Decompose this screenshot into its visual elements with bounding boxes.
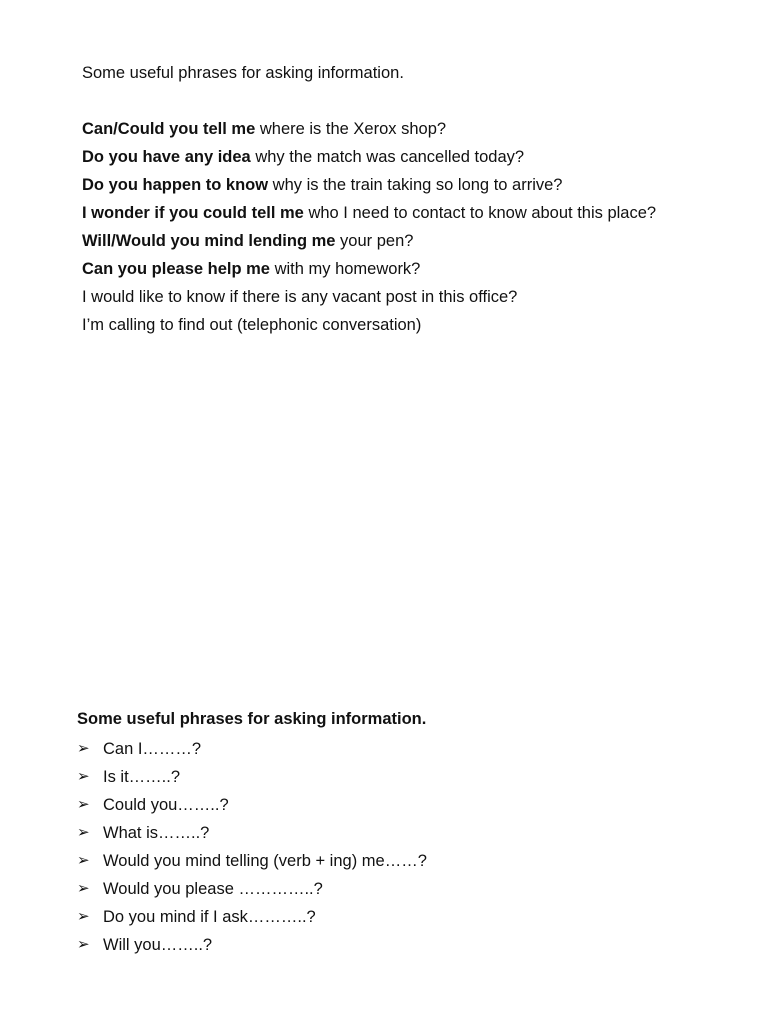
phrase-rest-part: I would like to know if there is any vacant post in this office? bbox=[82, 288, 518, 306]
list-item-text: Is it……..? bbox=[103, 768, 181, 786]
arrowhead-bullet-icon: ➢ bbox=[77, 824, 90, 841]
arrowhead-bullet-icon: ➢ bbox=[77, 880, 90, 897]
arrowhead-bullet-icon: ➢ bbox=[77, 852, 90, 869]
list-item bbox=[77, 763, 737, 791]
arrowhead-bullet-icon: ➢ bbox=[77, 936, 90, 953]
blank-line bbox=[82, 89, 742, 117]
list-item bbox=[77, 735, 737, 763]
list-item bbox=[77, 847, 737, 875]
phrase-rest-part: why is the train taking so long to arrive? bbox=[268, 176, 563, 194]
phrase-rest-part: I’m calling to find out (telephonic conversation) bbox=[82, 316, 422, 334]
example-phrase bbox=[82, 145, 742, 173]
list-item-text: What is……..? bbox=[103, 824, 210, 842]
arrowhead-bullet-icon: ➢ bbox=[77, 768, 90, 785]
phrase-bold-part: Do you have any idea bbox=[82, 148, 251, 166]
list-item bbox=[77, 791, 737, 819]
phrase-patterns-section bbox=[77, 707, 737, 959]
phrase-rest-part: who I need to contact to know about this place? bbox=[303, 204, 657, 222]
arrowhead-bullet-icon: ➢ bbox=[77, 740, 90, 757]
phrase-rest-part: why the match was cancelled today? bbox=[250, 148, 525, 166]
phrase-bold-part: Will/Would you mind lending me bbox=[82, 232, 336, 250]
asking-information-phrases-section bbox=[82, 61, 742, 341]
list-item-text: Would you please …………..? bbox=[103, 880, 323, 898]
example-phrase bbox=[82, 285, 742, 313]
example-phrase bbox=[82, 229, 742, 257]
list-item bbox=[77, 875, 737, 903]
section-title: Some useful phrases for asking information. bbox=[77, 710, 427, 728]
list-item bbox=[77, 931, 737, 959]
list-item bbox=[77, 903, 737, 931]
phrase-rest-part: where is the Xerox shop? bbox=[255, 120, 447, 138]
phrase-bold-part: I wonder if you could tell me bbox=[82, 204, 304, 222]
phrase-bold-part: Can/Could you tell me bbox=[82, 120, 256, 138]
example-phrase bbox=[82, 173, 742, 201]
arrowhead-bullet-icon: ➢ bbox=[77, 796, 90, 813]
phrase-rest-part: with my homework? bbox=[269, 260, 421, 278]
list-item-text: Can I………? bbox=[103, 740, 202, 758]
phrase-bold-part: Can you please help me bbox=[82, 260, 270, 278]
list-item bbox=[77, 819, 737, 847]
phrase-bold-part: Do you happen to know bbox=[82, 176, 269, 194]
phrase-pattern-list bbox=[77, 735, 737, 959]
intro-line: Some useful phrases for asking information. bbox=[82, 64, 404, 82]
list-item-text: Will you……..? bbox=[103, 936, 213, 954]
example-phrase-list bbox=[82, 117, 742, 341]
example-phrase bbox=[82, 313, 742, 341]
phrase-rest-part: your pen? bbox=[335, 232, 414, 250]
list-item-text: Do you mind if I ask………..? bbox=[103, 908, 316, 926]
example-phrase bbox=[82, 117, 742, 145]
list-item-text: Could you……..? bbox=[103, 796, 229, 814]
list-item-text: Would you mind telling (verb + ing) me……? bbox=[103, 852, 427, 870]
example-phrase bbox=[82, 201, 742, 229]
arrowhead-bullet-icon: ➢ bbox=[77, 908, 90, 925]
example-phrase bbox=[82, 257, 742, 285]
